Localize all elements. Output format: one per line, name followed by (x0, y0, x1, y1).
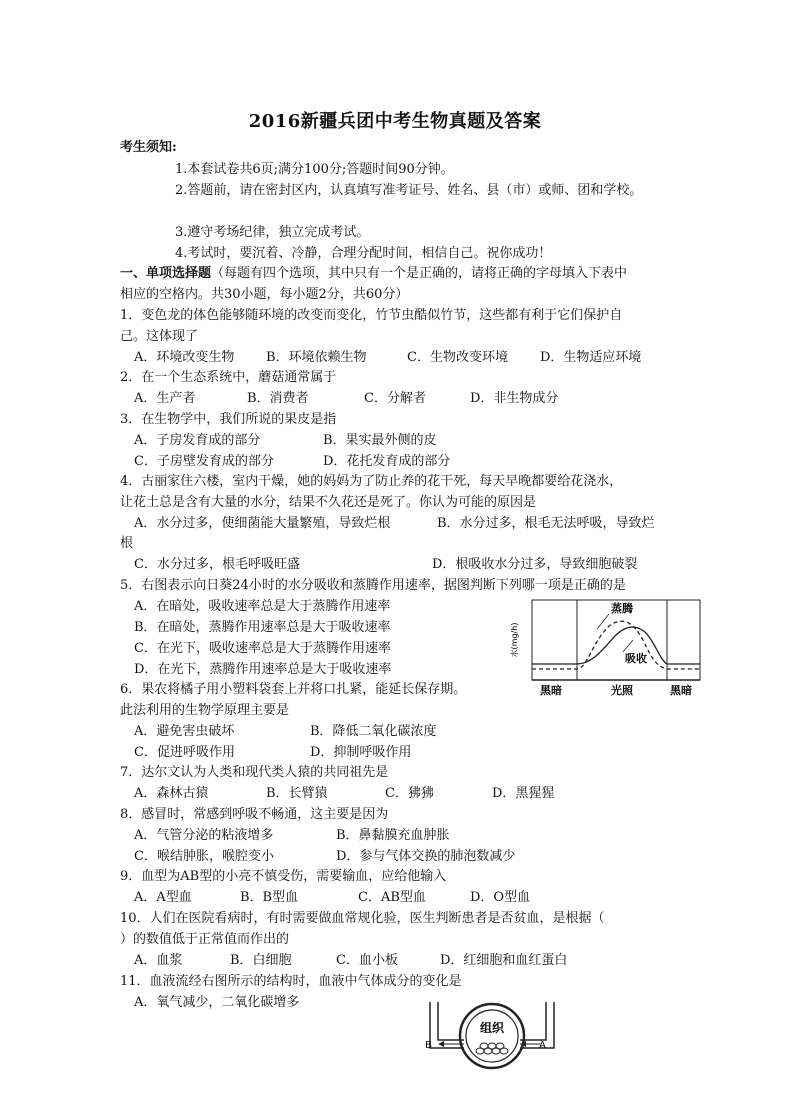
question-1-option-d: D．生物适应环境 (540, 350, 642, 365)
question-4-stem: 4．古丽家住六楼，室内干燥，她的妈妈为了防止养的花干死，每天早晚都要给花浇水， (120, 474, 623, 489)
question-6-stem-2: 此法利用的生物学原理主要是 (120, 703, 290, 718)
question-6-option-a: A．避免害虫破坏 (134, 724, 235, 739)
absorption-curve (532, 627, 700, 664)
question-10-option-a: A．血浆 (134, 953, 183, 968)
question-5-stem: 5．右图表示向日葵24小时的水分吸收和蒸腾作用速率，据图判断下列哪一项是正确的是 (120, 578, 626, 593)
question-2-option-b: B．消费者 (247, 391, 309, 406)
question-9-option-c: C．AB型血 (358, 890, 426, 905)
question-5-option-c: C．在光下，吸收速率总是大于蒸腾作用速率 (134, 641, 391, 656)
question-8-option-b: B．鼻黏膜充血肿胀 (336, 828, 450, 843)
question-10-stem: 10．人们在医院看病时，有时需要做血常规化验，医生判断患者是否贫血，是根据（ (120, 911, 605, 926)
question-7-option-b: B．长臂猿 (266, 786, 328, 801)
question-4-option-b: B．水分过多，根毛无法呼吸，导致烂 (437, 516, 655, 531)
question-4-option-b-cont: 根 (120, 536, 134, 551)
question-8-stem: 8．感冒时，常感到呼吸不畅通，这主要是因为 (120, 807, 389, 822)
question-10-option-b: B．白细胞 (230, 953, 292, 968)
question-3-option-d: D．花托发育成的部分 (323, 454, 451, 469)
question-11-stem: 11．血液流经右图所示的结构时，血液中气体成分的变化是 (120, 974, 462, 989)
question-1-stem-2: 己。这体现了 (120, 329, 199, 344)
notice-item-1: 1.本套试卷共6页;满分100分;答题时间90分钟。 (175, 162, 454, 177)
question-3-option-b: B．果实最外侧的皮 (323, 433, 437, 448)
question-10-option-c: C．血小板 (336, 953, 398, 968)
figure5-x-label-light: 光照 (611, 684, 633, 697)
question-7-option-c: C．狒狒 (385, 786, 434, 801)
figure5-absorption-label: 吸收 (625, 652, 647, 665)
question-4-option-c: C．水分过多，根毛呼吸旺盛 (134, 557, 300, 572)
question-10-stem-2: ）的数值低于正常值而作出的 (120, 932, 290, 947)
notice-item-2: 2.答题前，请在密封区内，认真填写准考证号、姓名、县（市）或师、团和学校。 (175, 183, 643, 198)
question-1-option-c: C．生物改变环境 (407, 350, 508, 365)
question-11-option-a: A．氧气减少，二氧化碳增多 (134, 995, 300, 1010)
figure5-y-axis-label: 水(mg/h) (510, 622, 519, 658)
question-3-option-a: A．子房发育成的部分 (134, 433, 261, 448)
question-8-option-c: C．喉结肿胀，喉腔变小 (134, 849, 274, 864)
question-9-option-d: D．O型血 (470, 890, 531, 905)
figure11-left-label: B (425, 1040, 432, 1051)
question-1-option-a: A．环境改变生物 (134, 350, 235, 365)
question-7-option-d: D．黑猩猩 (492, 786, 555, 801)
question-2-option-d: D．非生物成分 (470, 391, 559, 406)
notice-item-3: 3.遵守考场纪律，独立完成考试。 (175, 225, 370, 240)
question-7-stem: 7．达尔文认为人类和现代类人猿的共同祖先是 (120, 765, 389, 780)
question-4-option-a: A．水分过多，使细菌能大量繁殖，导致烂根 (134, 516, 391, 531)
section-1-desc-2: 相应的空格内。共30小题，每小题2分，共60分） (120, 287, 409, 302)
question-8-option-d: D．参与气体交换的肺泡数减少 (336, 849, 516, 864)
question-5-option-a: A．在暗处，吸收速率总是大于蒸腾作用速率 (134, 599, 391, 614)
figure5-x-label-dark-2: 黑暗 (670, 684, 692, 697)
page-title: 2016新疆兵团中考生物真题及答案 (248, 111, 542, 132)
question-9-option-a: A．A型血 (134, 890, 192, 905)
question-3-option-c: C．子房壁发育成的部分 (134, 454, 274, 469)
question-8-option-a: A．气管分泌的粘液增多 (134, 828, 274, 843)
question-2-stem: 2．在一个生态系统中，蘑菇通常属于 (120, 370, 337, 385)
question-10-option-d: D．红细胞和血红蛋白 (440, 953, 568, 968)
question-6-option-b: B．降低二氧化碳浓度 (310, 724, 437, 739)
question-4-option-d: D．根吸收水分过多，导致细胞破裂 (432, 557, 638, 572)
question-5-option-d: D．在光下，蒸腾作用速率总是大于吸收速率 (134, 662, 392, 677)
question-2-option-c: C．分解者 (364, 391, 426, 406)
notice-item-4: 4.考试时，要沉着、冷静，合理分配时间，相信自己。祝你成功！ (175, 246, 552, 261)
section-1-desc: （每题有四个选项，其中只有一个是正确的，请将正确的字母填入下表中 (211, 266, 628, 281)
question-1-option-b: B．环境依赖生物 (266, 350, 367, 365)
question-6-option-c: C．促进呼吸作用 (134, 745, 235, 760)
question-6-stem: 6．果农将橘子用小塑料袋套上并将口扎紧，能延长保存期。 (120, 682, 467, 697)
question-5-option-b: B．在暗处，蒸腾作用速率总是大于吸收速率 (134, 620, 391, 635)
section-1-heading: 一、单项选择题 (120, 266, 212, 281)
question-6-option-d: D．抑制呼吸作用 (310, 745, 412, 760)
question-7-option-a: A．森林古猿 (134, 786, 209, 801)
figure-water-rate-diagram (505, 596, 705, 702)
question-3-stem: 3．在生物学中，我们所说的果皮是指 (120, 412, 337, 427)
figure11-center-label: 组织 (479, 1021, 505, 1035)
figure-capillary-tissue-diagram (412, 1000, 572, 1072)
section-1-header (120, 265, 627, 283)
figure11-right-label: A (539, 1040, 546, 1051)
question-9-stem: 9．血型为AB型的小亮不慎受伤，需要输血，应给他输入 (120, 869, 447, 884)
figure5-transpiration-label: 蒸腾 (611, 602, 633, 615)
question-2-option-a: A．生产者 (134, 391, 196, 406)
notice-heading: 考生须知: (120, 140, 177, 155)
question-9-option-b: B．B型血 (240, 890, 299, 905)
figure5-x-label-dark-1: 黑暗 (540, 684, 562, 697)
transpiration-curve (532, 621, 700, 669)
question-4-stem-2: 让花土总是含有大量的水分，结果不久花还是死了。你认为可能的原因是 (120, 495, 537, 510)
question-1-stem: 1．变色龙的体色能够随环境的改变而变化，竹节虫酷似竹节，这些都有利于它们保护自 (120, 308, 623, 323)
